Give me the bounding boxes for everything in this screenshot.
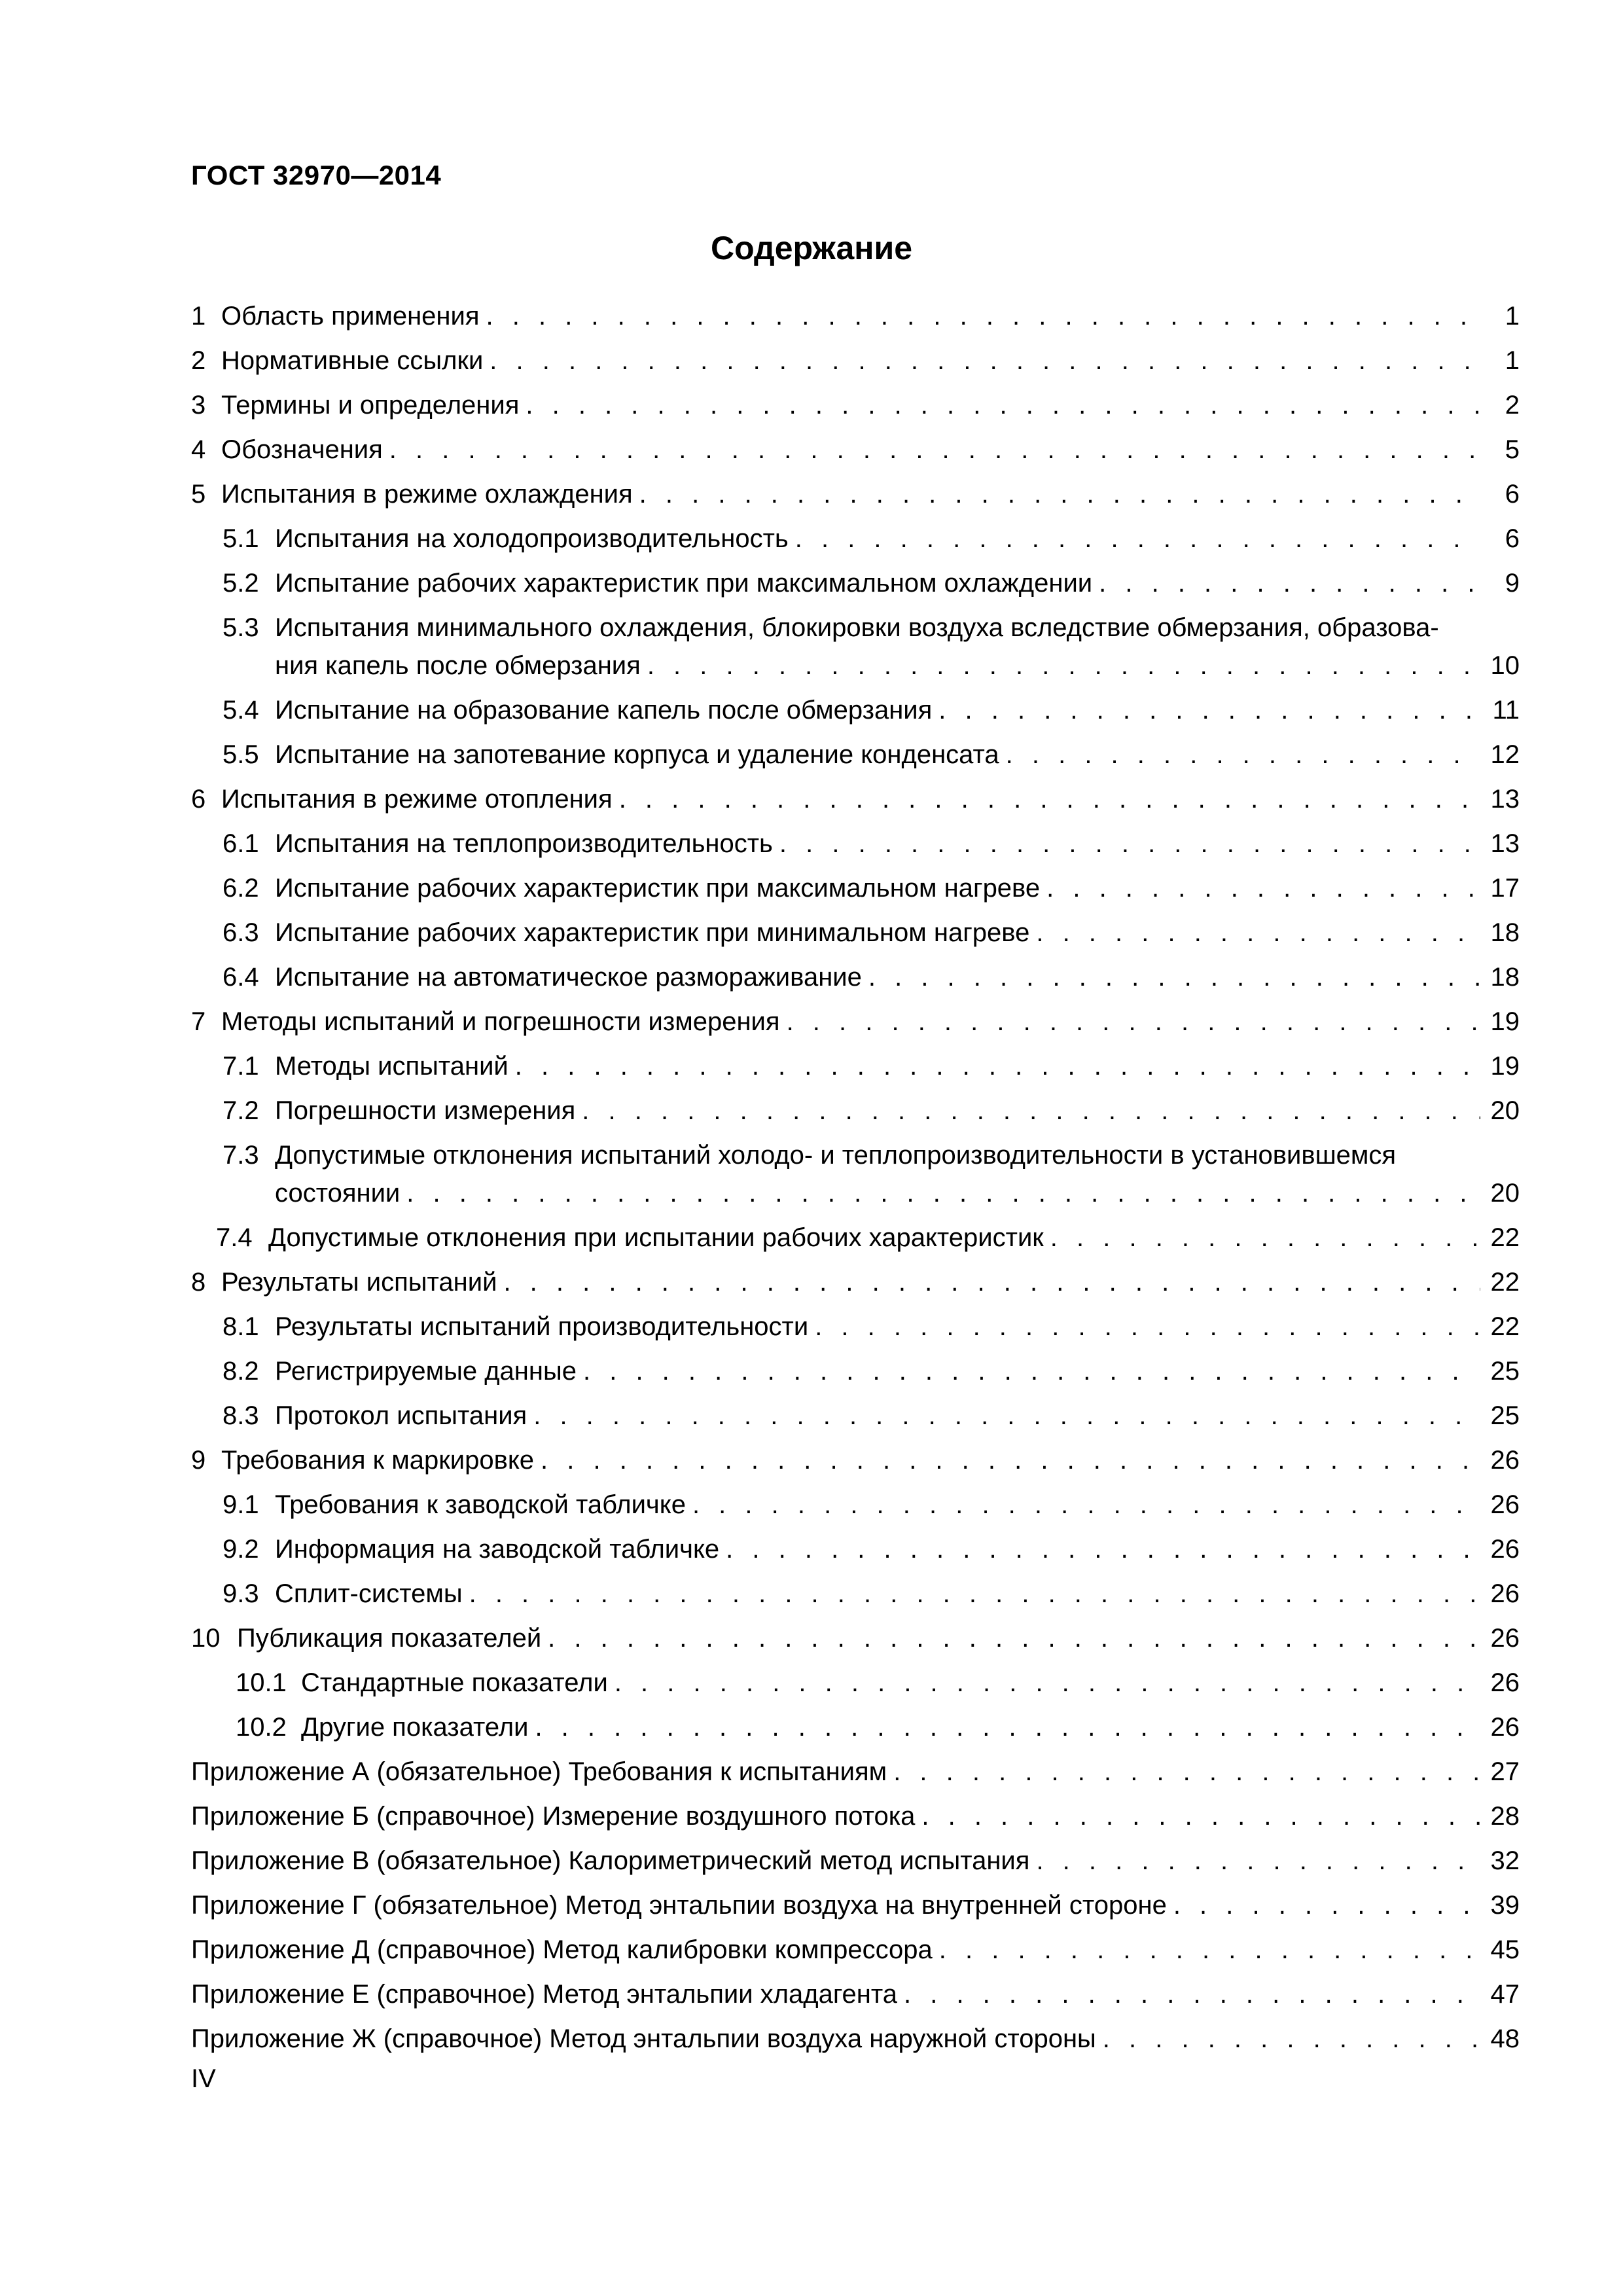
- toc-entry-page: 9: [1505, 569, 1520, 598]
- dot-leader: [1050, 1219, 1480, 1257]
- toc-entry[interactable]: [191, 342, 1520, 386]
- toc-entry-page: 25: [1490, 1401, 1520, 1430]
- toc-entry-number: 5.4: [223, 696, 259, 725]
- toc-entry-number: 6.2: [223, 874, 259, 903]
- toc-entry-number: 1: [191, 302, 206, 331]
- toc-entry-page: 22: [1490, 1312, 1520, 1341]
- toc-entry-title: Результаты испытаний производительности: [275, 1312, 809, 1341]
- toc-entry-page: 1: [1505, 346, 1520, 375]
- toc-entry[interactable]: [191, 2020, 1520, 2064]
- toc-entry-title: Приложение Д (справочное) Метод калибровки компрессора: [191, 1935, 933, 1964]
- toc-entry-number: 10.2: [236, 1713, 287, 1742]
- toc-entry-title: Публикация показателей: [237, 1624, 542, 1653]
- toc-entry[interactable]: [191, 958, 1520, 1003]
- toc-entry-number: 5.2: [223, 569, 259, 598]
- dot-leader: [469, 1575, 1480, 1613]
- toc-entry-number: 5.1: [223, 524, 259, 553]
- toc-entry-number: 5.3: [223, 613, 259, 642]
- toc-entry-page: 12: [1490, 740, 1520, 769]
- toc-entry[interactable]: [191, 1397, 1520, 1441]
- toc-entry-number: 9.2: [223, 1535, 259, 1564]
- toc-entry-title: Регистрируемые данные: [275, 1357, 577, 1386]
- toc-entry-number: 6.3: [223, 918, 259, 947]
- toc-entry-page: 11: [1492, 696, 1520, 725]
- toc-entry-title: Методы испытаний: [275, 1052, 508, 1081]
- dot-leader: [490, 342, 1480, 380]
- dot-leader: [1046, 869, 1480, 907]
- toc-entry-number: 8: [191, 1268, 206, 1297]
- toc-entry-number: 8.2: [223, 1357, 259, 1386]
- toc-entry-page: 20: [1490, 1096, 1520, 1125]
- toc-entry-page: 20: [1490, 1179, 1520, 1208]
- toc-entry-title: Приложение Е (справочное) Метод энтальпии хладагента: [191, 1980, 897, 2009]
- toc-entry-page: 27: [1490, 1757, 1520, 1786]
- toc-entry-page: 28: [1490, 1802, 1520, 1831]
- toc-entry-title: Испытания на холодопроизводительность: [275, 524, 789, 553]
- toc-entry[interactable]: [191, 1886, 1520, 1931]
- toc-entry[interactable]: [191, 1003, 1520, 1047]
- dot-leader: [582, 1092, 1480, 1130]
- dot-leader: [779, 825, 1480, 863]
- dot-leader: [615, 1664, 1480, 1702]
- toc-entry-page: 17: [1490, 874, 1520, 903]
- toc-entry-number: 6.1: [223, 829, 259, 858]
- toc-entry-number: 8.1: [223, 1312, 259, 1341]
- toc-entry[interactable]: [191, 691, 1520, 736]
- toc-entry[interactable]: [191, 1931, 1520, 1975]
- toc-entry-number: 7.2: [223, 1096, 259, 1125]
- dot-leader: [1036, 914, 1480, 952]
- toc-entry[interactable]: [191, 1975, 1520, 2020]
- toc-entry-title: Испытание на автоматическое размораживание: [275, 963, 862, 992]
- dot-leader: [535, 1708, 1480, 1746]
- page-number: IV: [191, 2064, 216, 2093]
- dot-leader: [503, 1263, 1480, 1301]
- dot-leader: [921, 1797, 1480, 1835]
- toc-entry-page: 26: [1490, 1624, 1520, 1653]
- dot-leader: [1103, 2020, 1480, 2058]
- toc-entry-title: Приложение В (обязательное) Калориметрический метод испытания: [191, 1846, 1030, 1875]
- toc-entry-title: Результаты испытаний: [221, 1268, 497, 1297]
- toc-entry-page: 22: [1490, 1268, 1520, 1297]
- dot-leader: [526, 386, 1480, 424]
- dot-leader: [486, 297, 1480, 335]
- toc-entry-page: 22: [1490, 1223, 1520, 1252]
- toc-entry-number: 3: [191, 391, 206, 420]
- toc-entry-number: 10.1: [236, 1668, 287, 1697]
- toc-entry-page: 19: [1490, 1052, 1520, 1081]
- toc-entry[interactable]: [191, 1530, 1520, 1575]
- dot-leader: [639, 475, 1480, 513]
- toc-entry-number: 2: [191, 346, 206, 375]
- toc-entry[interactable]: [191, 1842, 1520, 1886]
- toc-entry-title: Испытания в режиме охлаждения: [221, 480, 633, 509]
- toc-entry-number: 9.3: [223, 1579, 259, 1608]
- toc-entry[interactable]: [191, 431, 1520, 475]
- toc-entry-title: Нормативные ссылки: [221, 346, 484, 375]
- toc-entry[interactable]: [191, 520, 1520, 564]
- toc-entry[interactable]: [191, 914, 1520, 958]
- dot-leader: [548, 1619, 1480, 1657]
- toc-entry-page: 1: [1505, 302, 1520, 331]
- toc-entry-title: Погрешности измерения: [275, 1096, 576, 1125]
- toc-entry-title: Информация на заводской табличке: [275, 1535, 720, 1564]
- toc-entry-title: Приложение Б (справочное) Измерение воздушного потока: [191, 1802, 916, 1831]
- toc-entry-title: Приложение Ж (справочное) Метод энтальпии воздуха наружной стороны: [191, 2024, 1096, 2053]
- toc-entry-page: 13: [1490, 785, 1520, 814]
- toc-entry[interactable]: [191, 1352, 1520, 1397]
- toc-entry-title: Методы испытаний и погрешности измерения: [221, 1007, 780, 1036]
- toc-entry-title: Испытание рабочих характеристик при максимальном нагреве: [275, 874, 1041, 903]
- dot-leader: [868, 958, 1480, 996]
- toc-entry[interactable]: [191, 869, 1520, 914]
- toc-entry-page: 39: [1490, 1891, 1520, 1920]
- toc-entry-number: 7.4: [216, 1223, 253, 1252]
- toc-entry-page: 13: [1490, 829, 1520, 858]
- toc-entry-number: 5: [191, 480, 206, 509]
- toc-entry-title: Сплит-системы: [275, 1579, 463, 1608]
- toc-entry-page: 2: [1505, 391, 1520, 420]
- dot-leader: [726, 1530, 1480, 1568]
- dot-leader: [938, 691, 1480, 729]
- dot-leader: [533, 1397, 1480, 1435]
- toc-entry-number: 10: [191, 1624, 221, 1653]
- dot-leader: [904, 1975, 1480, 2013]
- toc-entry-title: ния капель после обмерзания: [275, 651, 641, 680]
- dot-leader: [406, 1174, 1480, 1212]
- toc-entry-title: Испытание рабочих характеристик при максимальном охлаждении: [275, 569, 1093, 598]
- toc-entry-page: 6: [1505, 524, 1520, 553]
- dot-leader: [692, 1486, 1480, 1524]
- toc-entry-number: 6: [191, 785, 206, 814]
- dot-leader: [1099, 564, 1480, 602]
- toc-entry-title: Термины и определения: [221, 391, 520, 420]
- dot-leader: [1173, 1886, 1480, 1924]
- toc-entry[interactable]: [191, 1441, 1520, 1486]
- toc-entry-number: 9.1: [223, 1490, 259, 1519]
- toc-entry-page: 26: [1490, 1668, 1520, 1697]
- toc-entry[interactable]: [191, 736, 1520, 780]
- toc-entry-title: Стандартные показатели: [301, 1668, 608, 1697]
- toc-entry[interactable]: [191, 609, 1520, 691]
- dot-leader: [541, 1441, 1480, 1479]
- dot-leader: [815, 1308, 1480, 1346]
- toc-entry[interactable]: [191, 1308, 1520, 1352]
- toc-entry-number: 5.5: [223, 740, 259, 769]
- dot-leader: [939, 1931, 1480, 1969]
- toc-entry-page: 26: [1490, 1535, 1520, 1564]
- toc-entry[interactable]: [191, 1575, 1520, 1619]
- dot-leader: [893, 1753, 1480, 1791]
- toc-entry-page: 32: [1490, 1846, 1520, 1875]
- toc-entry-title: Испытания минимального охлаждения, блокировки воздуха вследствие обмерзания, образова-: [275, 613, 1439, 642]
- toc-entry[interactable]: [191, 1136, 1520, 1219]
- toc-entry[interactable]: [191, 475, 1520, 520]
- toc-entry[interactable]: [191, 564, 1520, 609]
- toc-entry-title: состоянии: [275, 1179, 401, 1208]
- toc-entry-page: 26: [1490, 1446, 1520, 1475]
- toc-entry-page: 19: [1490, 1007, 1520, 1036]
- document-code: ГОСТ 32970—2014: [191, 160, 442, 190]
- toc-entry-number: 4: [191, 435, 206, 464]
- toc-entry-title: Испытание рабочих характеристик при минимальном нагреве: [275, 918, 1030, 947]
- toc-entry-number: 9: [191, 1446, 206, 1475]
- dot-leader: [583, 1352, 1480, 1390]
- dot-leader: [619, 780, 1480, 818]
- dot-leader: [1036, 1842, 1480, 1880]
- toc-entry-page: 26: [1490, 1579, 1520, 1608]
- toc-entry-page: 26: [1490, 1490, 1520, 1519]
- page-title: Содержание: [710, 230, 913, 266]
- table-of-contents: [191, 297, 1520, 2064]
- toc-entry[interactable]: [191, 1219, 1520, 1263]
- toc-entry[interactable]: [191, 1092, 1520, 1136]
- toc-entry-page: 47: [1490, 1980, 1520, 2009]
- toc-entry-page: 25: [1490, 1357, 1520, 1386]
- toc-entry[interactable]: [191, 1486, 1520, 1530]
- toc-entry-page: 6: [1505, 480, 1520, 509]
- toc-entry[interactable]: [191, 297, 1520, 342]
- toc-entry-page: 10: [1490, 651, 1520, 680]
- toc-entry[interactable]: [191, 1753, 1520, 1797]
- toc-entry-page: 48: [1490, 2024, 1520, 2053]
- toc-entry-title: Область применения: [221, 302, 480, 331]
- toc-entry-page: 18: [1490, 918, 1520, 947]
- toc-entry-number: 8.3: [223, 1401, 259, 1430]
- toc-entry-page: 45: [1490, 1935, 1520, 1964]
- toc-entry-title: Приложение А (обязательное) Требования к испытаниям: [191, 1757, 887, 1786]
- dot-leader: [647, 647, 1480, 685]
- toc-entry[interactable]: [191, 1619, 1520, 1664]
- toc-entry-number: 7.1: [223, 1052, 259, 1081]
- toc-entry-number: 6.4: [223, 963, 259, 992]
- toc-entry-title: Допустимые отклонения при испытании рабочих характеристик: [268, 1223, 1044, 1252]
- toc-entry-title: Другие показатели: [301, 1713, 529, 1742]
- dot-leader: [1006, 736, 1480, 774]
- toc-entry-title: Испытания на теплопроизводительность: [275, 829, 773, 858]
- toc-entry-page: 5: [1505, 435, 1520, 464]
- toc-entry-number: 7.3: [223, 1141, 259, 1170]
- toc-entry-title: Требования к заводской табличке: [275, 1490, 686, 1519]
- toc-entry[interactable]: [191, 780, 1520, 825]
- toc-entry-title: Допустимые отклонения испытаний холодо- и теплопроизводительности в установившемся: [275, 1141, 1397, 1170]
- toc-entry-title: Требования к маркировке: [221, 1446, 535, 1475]
- toc-entry[interactable]: [191, 1047, 1520, 1092]
- toc-entry-title: Испытание на запотевание корпуса и удаление конденсата: [275, 740, 999, 769]
- toc-entry-title: Испытания в режиме отопления: [221, 785, 613, 814]
- toc-entry-title: Протокол испытания: [275, 1401, 527, 1430]
- toc-entry[interactable]: [191, 386, 1520, 431]
- toc-entry[interactable]: [191, 1708, 1520, 1753]
- toc-entry[interactable]: [191, 1664, 1520, 1708]
- toc-entry-page: 18: [1490, 963, 1520, 992]
- toc-entry-title: Приложение Г (обязательное) Метод энтальпии воздуха на внутренней стороне: [191, 1891, 1167, 1920]
- dot-leader: [787, 1003, 1480, 1041]
- toc-entry-page: 26: [1490, 1713, 1520, 1742]
- dot-leader: [795, 520, 1480, 558]
- toc-entry[interactable]: [191, 1797, 1520, 1842]
- toc-entry[interactable]: [191, 825, 1520, 869]
- toc-entry-title: Обозначения: [221, 435, 383, 464]
- toc-entry[interactable]: [191, 1263, 1520, 1308]
- dot-leader: [389, 431, 1480, 469]
- toc-entry-number: 7: [191, 1007, 206, 1036]
- toc-entry-title: Испытание на образование капель после обмерзания: [275, 696, 933, 725]
- dot-leader: [515, 1047, 1480, 1085]
